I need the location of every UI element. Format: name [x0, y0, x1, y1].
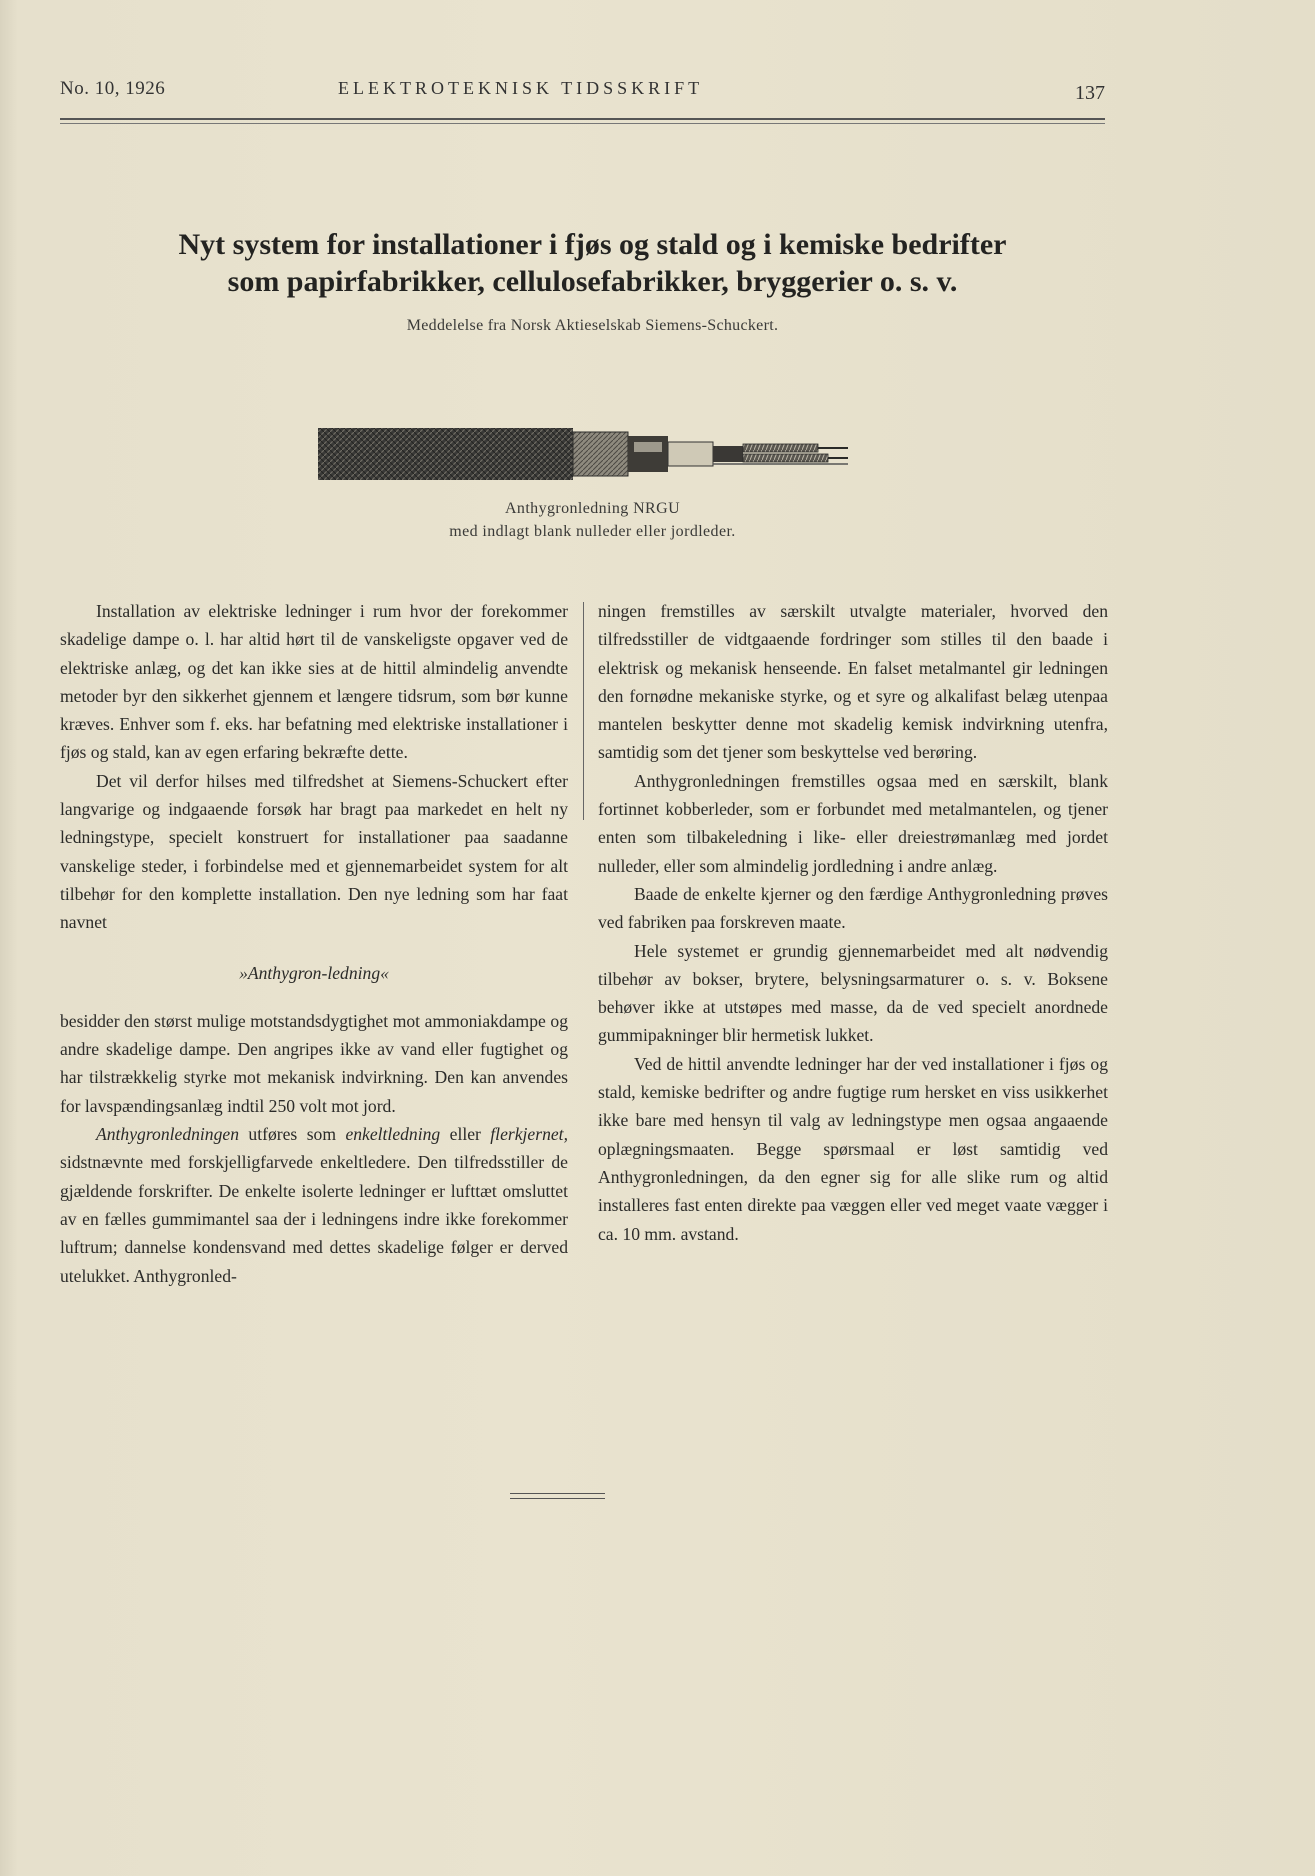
term-enkeltledning: enkeltledning — [345, 1124, 441, 1145]
running-head — [60, 78, 1105, 108]
column-divider — [583, 602, 584, 820]
header-rule — [60, 118, 1105, 120]
right-paragraph-2: Anthygronledningen fremstilles ogsaa med en særskilt, blank fortinnet kobberleder, som er forbundet med metalmantelen, og tjener enten som tilbakeledning i like- eller dreiestrømanlæg med jordet nulleder, eller som almindelig jordledning i andre anlæg. — [598, 770, 1108, 876]
article-byline: Meddelelse fra Norsk Aktieselskab Siemens-Schuckert. — [406, 317, 779, 334]
left-paragraph-3: besidder den størst mulige motstandsdygtighet mot ammoniakdampe og andre skadelige dampe. Den angripes ikke av vand eller fugtighet og har tilstrækkelig styrke mot mekanisk indvirkning. Den kan anvendes for lavspændingsanlæg indtil 250 volt mot jord. — [60, 1010, 568, 1116]
product-name-term: »Anthygron-ledning« — [239, 962, 389, 983]
text-fragment-b: eller — [440, 1124, 491, 1145]
right-paragraph-4: Hele systemet er grundig gjennemarbeidet med alt nødvendig tilbehør av bokser, brytere, belysningsarmaturer o. s. v. Boksene behøver ikke at utstøpes med masse, da de ved specielt anordnede gummipakninger blir hermetisk lukket. — [598, 940, 1108, 1046]
figure-caption — [60, 497, 1125, 543]
journal-name: ELEKTROTEKNISK TIDSSKRIFT — [338, 78, 704, 98]
text-fragment-c: sidstnævnte med forskjelligfarvede enkeltledere. Den tilfredsstiller de gjældende forskrifter. De enkelte isolerte ledninger er lufttæt omsluttet av en fælles gummimantel saa der i ledningens indre ikke forekommer luftrum; dannelse kondensvand med dettes skadelige følger er derved utelukket. Anthygronled- — [60, 1152, 568, 1286]
right-column — [598, 597, 1108, 1248]
term-flerkjernet: flerkjernet, — [490, 1124, 568, 1145]
figure-caption-line-1: Anthygronledning NRGU — [504, 500, 681, 517]
title-line-2: som papirfabrikker, cellulosefabrikker, bryggerier o. s. v. — [227, 265, 958, 298]
right-paragraph-1: ningen fremstilles av særskilt utvalgte materialer, hvorved den tilfredsstiller de vidtgaaende fordringer som stilles til den baade i elektrisk og mekanisk henseende. En falset metalmantel gir ledningen den fornødne mekaniske styrke, og et syre og alkalifast belæg utenpaa mantelen beskytter denne mot skadelig kemisk indvirkning utenfra, samtidig som det tjener som beskyttelse ved berøring. — [598, 601, 1108, 763]
left-paragraph-2: Det vil derfor hilses med tilfredshet at Siemens-Schuckert efter langvarige og indgaaende forsøk har bragt paa markedet en helt ny ledningstype, specielt konstruert for installationer paa saadanne vanskelige steder, i forbindelse med et gjennemarbeidet system for alt tilbehør for den komplette installation. Den nye ledning som har faat navnet — [60, 770, 568, 933]
text-fragment-a: utføres som — [239, 1124, 346, 1145]
header-rule-thin — [60, 123, 1105, 124]
end-rule — [510, 1493, 605, 1494]
term-anthygronledningen: Anthygronledningen — [96, 1124, 240, 1145]
left-paragraph-4 — [60, 1120, 568, 1290]
right-paragraph-3: Baade de enkelte kjerner og den færdige Anthygronledning prøves ved fabriken paa forskreven maate. — [598, 883, 1108, 933]
issue-number: No. 10, 1926 — [60, 78, 166, 99]
end-rule-2 — [510, 1498, 605, 1499]
cable-illustration-icon — [318, 420, 848, 490]
left-column — [60, 597, 568, 1290]
figure-caption-line-2: med indlagt blank nulleder eller jordleder. — [449, 523, 736, 540]
title-line-1: Nyt system for installationer i fjøs og stald og i kemiske bedrifter — [178, 228, 1007, 261]
page-number: 137 — [1075, 82, 1105, 104]
article-title — [60, 226, 1125, 300]
right-paragraph-5: Ved de hittil anvendte ledninger har der ved installationer i fjøs og stald, kemiske bedrifter og andre fugtige rum hersket en viss usikkerhet ikke bare med hensyn til valg av ledningstype men ogsaa angaaende oplægningsmaaten. Begge spørsmaal er løst samtidig ved Anthygronledningen, da den egner sig for alle slike rum og altid installeres fast enten direkte paa væggen eller ved meget vaate vægger i ca. 10 mm. avstand. — [598, 1053, 1108, 1244]
left-paragraph-1: Installation av elektriske ledninger i rum hvor der forekommer skadelige dampe o. l. har altid hørt til de vanskeligste opgaver ved de elektriske anlæg, og det kan ikke sies at de hittil almindelig anvendte metoder byr den sikkerhet gjennem et længere tidsrum, som bør kunne kræves. Enhver som f. eks. har befatning med elektriske installationer i fjøs og stald, kan av egen erfaring bekræfte dette. — [60, 601, 568, 763]
